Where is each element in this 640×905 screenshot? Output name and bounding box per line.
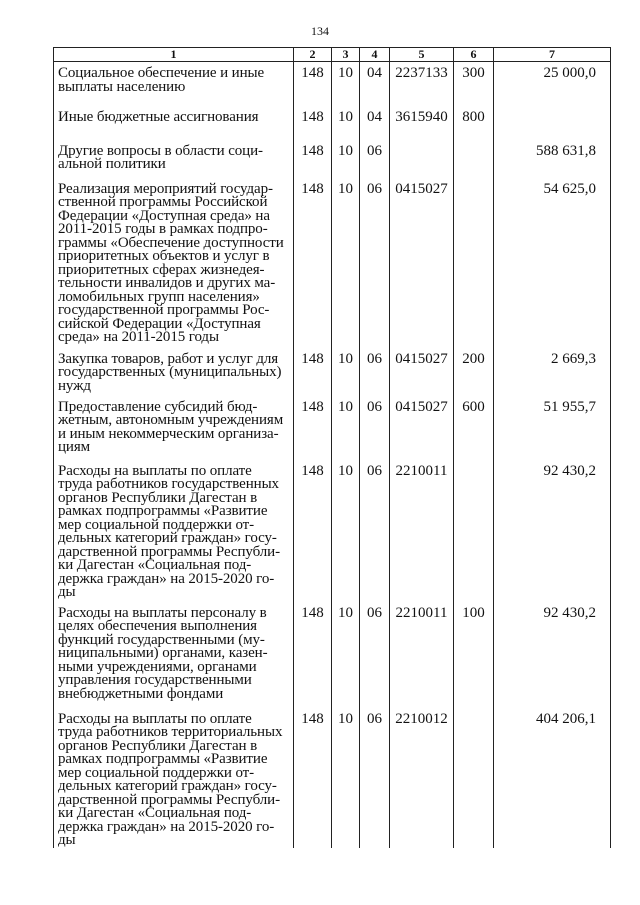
- row-code-subsection: 06: [360, 178, 390, 348]
- row-code-section: 10: [332, 396, 360, 460]
- table-row: [54, 178, 611, 348]
- row-name-line: Федерации «Доступная среда» на: [58, 207, 270, 224]
- row-name-line: управления государственными: [58, 672, 252, 688]
- row-code-subsection: 06: [360, 708, 390, 848]
- row-code-main-admin: 148: [294, 140, 332, 178]
- header-col-6: 6: [454, 48, 494, 62]
- row-name: [54, 178, 294, 348]
- row-name: [54, 708, 294, 848]
- table-row: [54, 396, 611, 460]
- row-code-section: 10: [332, 178, 360, 348]
- row-amount: 92 430,2: [494, 460, 611, 602]
- row-code-target-article: 2237133: [390, 62, 454, 106]
- row-code-subsection: 06: [360, 602, 390, 708]
- row-name-line: труда работников государственных: [58, 476, 279, 492]
- row-name-line: Другие вопросы в области соци-: [58, 142, 263, 159]
- row-code-main-admin: 148: [294, 106, 332, 140]
- row-code-expense-type: 600: [454, 396, 494, 460]
- row-amount: 2 669,3: [494, 348, 611, 396]
- row-code-target-article: 2210012: [390, 708, 454, 848]
- row-name-line: ломобильных групп населения»: [58, 288, 260, 305]
- table-body: [54, 62, 611, 848]
- table-row: [54, 602, 611, 708]
- row-code-target-article: 3615940: [390, 106, 454, 140]
- header-col-1: 1: [54, 48, 294, 62]
- row-name-line: дельных категорий граждан» госу-: [58, 530, 277, 546]
- row-name-line: мер социальной поддержки от-: [58, 516, 255, 533]
- row-code-target-article: 2210011: [390, 602, 454, 708]
- row-name-line: жетным, автономным учреждениям: [58, 412, 284, 428]
- row-name-line: Реализация мероприятий государ-: [58, 180, 273, 197]
- table-row: [54, 708, 611, 848]
- row-name-line: приоритетных объектов и услуг в: [58, 248, 270, 264]
- row-code-main-admin: 148: [294, 348, 332, 396]
- row-name-line: мер социальной поддержки от-: [58, 764, 255, 781]
- row-amount: 25 000,0: [494, 62, 611, 106]
- row-name: [54, 460, 294, 602]
- row-code-section: 10: [332, 140, 360, 178]
- row-name-line: граммы «Обеспечение доступности: [58, 234, 284, 251]
- row-name-line: целях обеспечения выполнения: [58, 618, 257, 634]
- row-code-main-admin: 148: [294, 178, 332, 348]
- row-name-line: дарственной программы Республи-: [58, 543, 280, 560]
- header-col-4: 4: [360, 48, 390, 62]
- row-code-main-admin: 148: [294, 396, 332, 460]
- row-name-line: ственной программы Российской: [58, 194, 268, 210]
- row-code-expense-type: 200: [454, 348, 494, 396]
- header-col-5: 5: [390, 48, 454, 62]
- row-name-line: среда» на 2011-2015 годы: [58, 329, 219, 345]
- row-name: [54, 602, 294, 708]
- row-name-line: ки Дагестан «Социальная под-: [58, 557, 252, 573]
- row-code-target-article: 0415027: [390, 348, 454, 396]
- row-code-expense-type: 100: [454, 602, 494, 708]
- table-row: [54, 460, 611, 602]
- row-code-section: 10: [332, 460, 360, 602]
- row-name-line: Закупка товаров, работ и услуг для: [58, 350, 279, 367]
- row-name-line: 2011-2015 годы в рамках подпро-: [58, 221, 268, 237]
- row-name-line: сийской Федерации «Доступная: [58, 315, 261, 332]
- row-code-subsection: 06: [360, 460, 390, 602]
- row-name-line: ными учреждениями, органами: [58, 658, 257, 675]
- row-code-section: 10: [332, 348, 360, 396]
- row-amount: 588 631,8: [494, 140, 611, 178]
- row-name: [54, 62, 294, 106]
- row-code-expense-type: 300: [454, 62, 494, 106]
- header-col-7: 7: [494, 48, 611, 62]
- row-name-line: Иные бюджетные ассигнования: [58, 108, 259, 125]
- row-code-section: 10: [332, 106, 360, 140]
- row-code-subsection: 04: [360, 106, 390, 140]
- row-code-main-admin: 148: [294, 62, 332, 106]
- row-code-subsection: 04: [360, 62, 390, 106]
- row-amount: 51 955,7: [494, 396, 611, 460]
- row-code-target-article: [390, 140, 454, 178]
- row-code-target-article: 2210011: [390, 460, 454, 602]
- row-name-line: рамках подпрограммы «Развитие: [58, 751, 268, 767]
- row-name: [54, 396, 294, 460]
- table-row: [54, 140, 611, 178]
- row-name: [54, 348, 294, 396]
- row-name-line: держка граждан» на 2015-2020 го-: [58, 570, 275, 587]
- header-col-2: 2: [294, 48, 332, 62]
- row-name-line: дельных категорий граждан» госу-: [58, 778, 277, 794]
- row-name-line: ки Дагестан «Социальная под-: [58, 805, 252, 821]
- row-name-line: Расходы на выплаты по оплате: [58, 710, 252, 727]
- row-code-expense-type: [454, 140, 494, 178]
- row-name-line: органов Республики Дагестан в: [58, 489, 258, 506]
- row-code-expense-type: 800: [454, 106, 494, 140]
- row-name-line: Социальное обеспечение и иные: [58, 65, 265, 81]
- row-name-line: тельности инвалидов и других ма-: [58, 275, 276, 291]
- row-name-line: дарственной программы Республи-: [58, 791, 280, 808]
- row-name-line: выплаты населению: [58, 78, 186, 95]
- row-name-line: приоритетных сферах жизнедея-: [58, 261, 265, 278]
- row-name-line: внебюджетными фондами: [58, 685, 224, 702]
- row-name-line: функций государственными (му-: [58, 631, 265, 648]
- row-name-line: Расходы на выплаты персоналу в: [58, 604, 267, 621]
- row-name-line: держка граждан» на 2015-2020 го-: [58, 818, 275, 835]
- row-name-line: ды: [58, 584, 76, 600]
- row-code-main-admin: 148: [294, 708, 332, 848]
- table-header-row: [54, 48, 611, 62]
- row-name-line: циям: [58, 439, 91, 455]
- budget-table: [53, 47, 611, 848]
- row-name-line: альной политики: [58, 156, 166, 172]
- row-amount: 404 206,1: [494, 708, 611, 848]
- row-name-line: ниципальными) органами, казен-: [58, 645, 268, 661]
- row-code-expense-type: [454, 708, 494, 848]
- row-code-expense-type: [454, 460, 494, 602]
- row-code-target-article: 0415027: [390, 396, 454, 460]
- row-name-line: Предоставление субсидий бюд-: [58, 398, 258, 415]
- row-code-section: 10: [332, 708, 360, 848]
- row-name-line: государственной программы Рос-: [58, 302, 270, 318]
- row-code-section: 10: [332, 602, 360, 708]
- row-code-main-admin: 148: [294, 602, 332, 708]
- row-name-line: рамках подпрограммы «Развитие: [58, 503, 268, 519]
- header-col-3: 3: [332, 48, 360, 62]
- table-row: [54, 106, 611, 140]
- row-amount: 92 430,2: [494, 602, 611, 708]
- row-name-line: ды: [58, 832, 76, 848]
- row-name-line: органов Республики Дагестан в: [58, 737, 258, 754]
- row-amount: 54 625,0: [494, 178, 611, 348]
- row-name-line: нужд: [58, 377, 91, 394]
- table-row: [54, 348, 611, 396]
- row-code-subsection: 06: [360, 140, 390, 178]
- table-row: [54, 62, 611, 106]
- row-code-subsection: 06: [360, 396, 390, 460]
- row-name-line: и иным некоммерческим организа-: [58, 425, 279, 442]
- row-code-target-article: 0415027: [390, 178, 454, 348]
- row-name-line: Расходы на выплаты по оплате: [58, 462, 252, 479]
- row-name-line: труда работников территориальных: [58, 724, 283, 740]
- row-name: [54, 106, 294, 140]
- row-code-subsection: 06: [360, 348, 390, 396]
- row-code-main-admin: 148: [294, 460, 332, 602]
- page-number: 134: [311, 24, 329, 38]
- row-code-expense-type: [454, 178, 494, 348]
- row-code-section: 10: [332, 62, 360, 106]
- row-amount: [494, 106, 611, 140]
- row-name-line: государственных (муниципальных): [58, 364, 282, 380]
- row-name: [54, 140, 294, 178]
